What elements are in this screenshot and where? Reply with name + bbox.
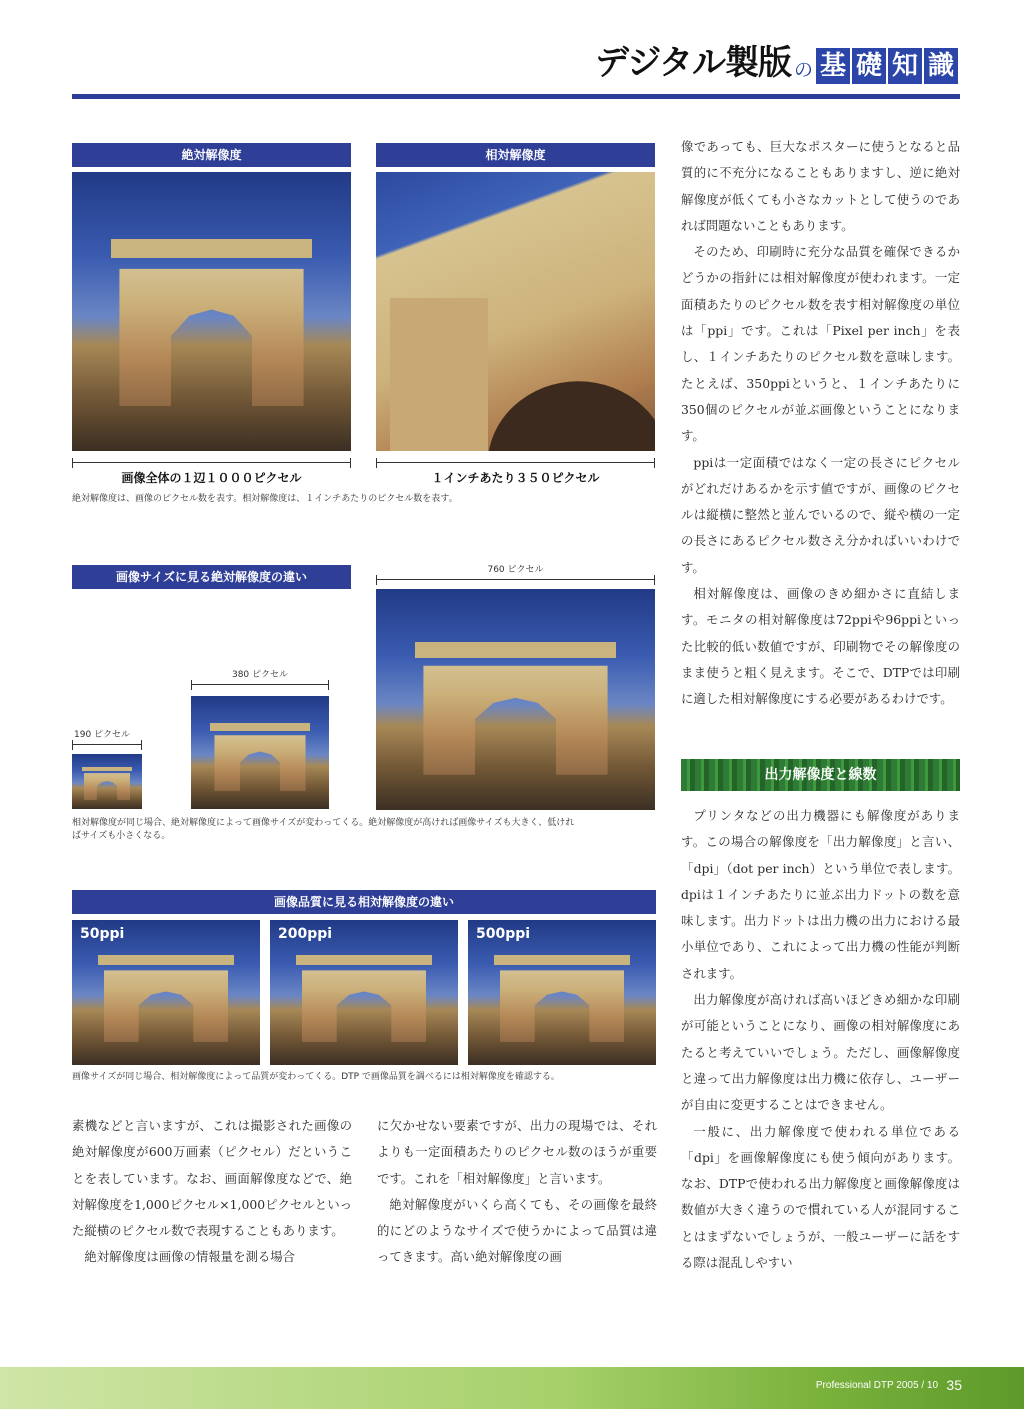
title-particle: の <box>793 59 813 81</box>
paragraph: 相対解像度は、画像のきめ細かさに直結します。モニタの相対解像度は72ppiや96ppiといった比較的低い数値ですが、印刷物でその解像度のまま使うと粗く見えます。そこで、DTPでは印刷に適した相対解像度にする必要があるわけです。 <box>681 586 960 707</box>
paragraph: 素機などと言いますが、これは撮影された画像の絶対解像度が600万画素（ピクセル）だということを表しています。なお、画面解像度などで、絶対解像度を1,000ピクセル×1,000ピクセルといった縦横のピクセル数で表現することもあります。 <box>72 1118 352 1239</box>
caption-full-pixels: 画像全体の１辺１０００ピクセル <box>121 471 302 485</box>
photo-arch-full <box>72 172 351 451</box>
label-200ppi: 200ppi <box>278 926 333 942</box>
ruler-380 <box>191 680 329 690</box>
title-kanji-boxes <box>816 48 958 84</box>
body-column-d <box>681 803 960 1276</box>
header-rule <box>72 94 960 99</box>
fig1-bar-absolute: 絶対解像度 <box>72 143 351 167</box>
label-190px: 190 ピクセル <box>74 730 131 740</box>
page-number: 35 <box>946 1377 962 1393</box>
footer-magazine: Professional DTP 2005 / 10 <box>815 1380 938 1391</box>
paragraph: プリンタなどの出力機器にも解像度があります。この場合の解像度を「出力解像度」と言い、「dpi」（dot per inch）という単位で表します。dpiは１インチあたりに並ぶ出力ドットの数を意味します。出力ドットは出力機の出力における最小単位であり、これによって出力機の性能が判断されます。 <box>681 808 960 981</box>
fig3-bar: 画像品質に見る相対解像度の違い <box>72 890 656 914</box>
photo-200ppi <box>270 920 458 1065</box>
fig2-note-line1: 相対解像度が同じ場合、絶対解像度によって画像サイズが変わってくる。絶対解像度が高ければ画像サイズも大きく、低けれ <box>72 818 575 828</box>
fig3-note: 画像サイズが同じ場合、相対解像度によって品質が変わってくる。DTP で画像品質を調べるには相対解像度を確認する。 <box>72 1072 560 1082</box>
paragraph: 像であっても、巨大なポスターに使うとなると品質的に不充分になることもありますし、逆に絶対解像度が低くても小さなカットとして使うのであれば問題ないこともあります。 <box>681 139 960 233</box>
paragraph: 一般に、出力解像度で使われる単位である「dpi」を画像解像度にも使う傾向があります。なお、DTPで使われる出力解像度と画像解像度は数値が大きく違うので慣れている人が混同することはまずないでしょうが、一般ユーザーに話をする際は混乱しやすい <box>681 1123 960 1271</box>
paragraph: ppiは一定面積ではなく一定の長さにピクセルがどれだけあるかを示す値ですが、画像のピクセルは縦横に整然と並んでいるので、縦や横の一定の長さにあるピクセル数さえ分かればいいわけです。 <box>681 454 960 575</box>
ruler-760 <box>376 575 655 585</box>
paragraph: 絶対解像度がいくら高くても、その画像を最終的にどのようなサイズで使うかによって品質は違ってきます。高い絶対解像度の画 <box>377 1196 657 1265</box>
title-main: デジタル製版 <box>595 43 791 83</box>
label-380px: 380 ピクセル <box>231 670 289 680</box>
ruler-190 <box>72 740 142 750</box>
photo-50ppi <box>72 920 260 1065</box>
photo-380 <box>191 696 329 809</box>
body-column-c <box>681 134 960 713</box>
photo-760 <box>376 589 655 810</box>
photo-190 <box>72 754 142 809</box>
title-kanji-3: 知 <box>888 48 922 84</box>
body-column-a <box>72 1113 352 1271</box>
caption-per-inch: １インチあたり３５０ピクセル <box>431 471 600 485</box>
ruler-fig1-left <box>72 458 351 468</box>
paragraph: そのため、印刷時に充分な品質を確保できるかどうかの指針には相対解像度が使われます。一定面積あたりのピクセル数を表す相対解像度の単位は「ppi」です。これは「Pixel per inch」を表し、１インチあたりのピクセル数を意味します。たとえば、350ppiというと、１インチあたりに350個のピクセルが並ぶ画像ということになります。 <box>681 244 960 444</box>
label-500ppi: 500ppi <box>476 926 531 942</box>
section-heading-output-resolution: 出力解像度と線数 <box>681 759 960 791</box>
title-kanji-2: 礎 <box>852 48 886 84</box>
paragraph: 出力解像度が高ければ高いほどきめ細かな印刷が可能ということになり、画像の相対解像度にあたると考えていいでしょう。ただし、画像解像度と違って出力解像度は出力機に依存し、ユーザーが自由に変更することはできません。 <box>681 992 960 1113</box>
title-kanji-1: 基 <box>816 48 850 84</box>
paragraph: 絶対解像度は画像の情報量を測る場合 <box>84 1249 296 1265</box>
body-column-b <box>377 1113 657 1271</box>
fig1-note: 絶対解像度は、画像のピクセル数を表す。相対解像度は、１インチあたりのピクセル数を表す。 <box>72 494 458 504</box>
label-760px: 760 ピクセル <box>487 565 544 575</box>
photo-500ppi <box>468 920 656 1065</box>
photo-arch-closeup <box>376 172 655 451</box>
page-title <box>595 42 958 84</box>
paragraph: に欠かせない要素ですが、出力の現場では、それよりも一定面積あたりのピクセル数のほうが重要です。これを「相対解像度」と言います。 <box>377 1118 657 1186</box>
fig2-note-line2: ばサイズも小さくなる。 <box>72 831 171 841</box>
fig2-bar: 画像サイズに見る絶対解像度の違い <box>72 565 351 589</box>
title-kanji-4: 識 <box>924 48 958 84</box>
ruler-fig1-right <box>376 458 655 468</box>
label-50ppi: 50ppi <box>80 926 125 942</box>
fig1-bar-relative: 相対解像度 <box>376 143 655 167</box>
